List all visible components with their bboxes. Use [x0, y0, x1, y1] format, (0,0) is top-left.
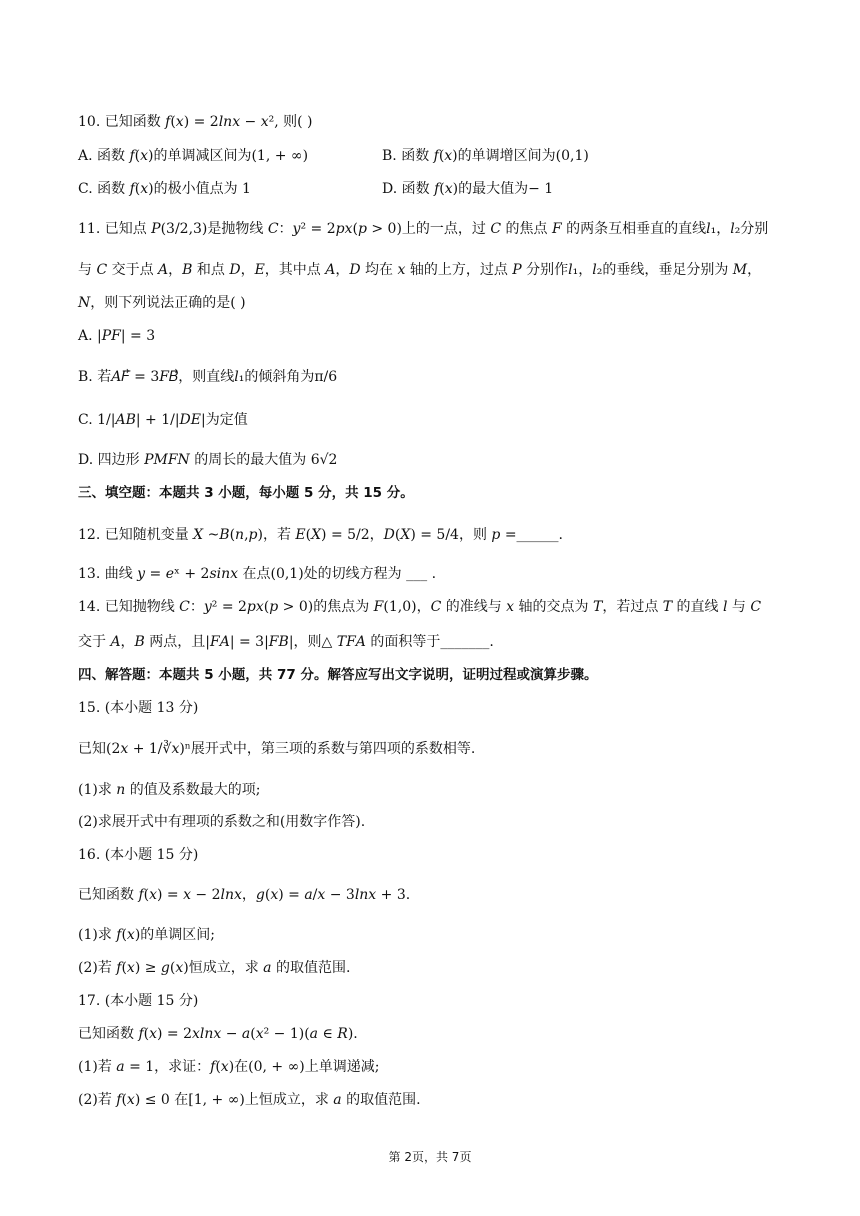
q11-stem-line2: 与 𝐶 交于点 𝐴，𝐵 和点 𝐷，𝐸，其中点 𝐴，𝐷 均在 𝑥 轴的上方，过点 𝑃 分别作𝑙₁，𝑙₂的垂线，垂足分别为 𝑀， — [78, 262, 762, 278]
q11-stem-line3: 𝑁，则下列说法正确的是( ) — [78, 295, 246, 311]
q14-line1: 14. 已知抛物线 𝐶：𝑦² = 2𝑝𝑥(𝑝 > 0)的焦点为 𝐹(1,0)，𝐶 的准线与 𝑥 轴的交点为 𝑇，若过点 𝑇 的直线 𝑙 与 𝐶 — [78, 599, 762, 615]
q11-option-b: B. 若𝐴𝐹⃗ = 3𝐹𝐵⃗，则直线𝑙₁的倾斜角为π/6 — [78, 369, 338, 385]
q13: 13. 曲线 𝑦 = 𝑒ˣ + 2𝑠𝑖𝑛𝑥 在点(0,1)处的切线方程为 ___ . — [78, 566, 437, 582]
q16-part2: (2)若 𝑓(𝑥) ≥ 𝑔(𝑥)恒成立，求 𝑎 的取值范围. — [78, 960, 351, 976]
q15-part1: (1)求 𝑛 的值及系数最大的项; — [78, 782, 261, 798]
q16-heading: 16. (本小题 15 分) — [78, 847, 199, 863]
q10-stem: 10. 已知函数 𝑓(𝑥) = 2𝑙𝑛𝑥 − 𝑥², 则( ) — [78, 114, 313, 130]
q10-option-c: C. 函数 𝑓(𝑥)的极小值点为 1 — [78, 181, 251, 197]
q14-line2: 交于 𝐴，𝐵 两点，且|𝐹𝐴| = 3|𝐹𝐵|，则△ 𝑇𝐹𝐴 的面积等于_______. — [78, 634, 494, 650]
q11-stem-line1: 11. 已知点 𝑃(3/2,3)是抛物线 𝐶：𝑦² = 2𝑝𝑥(𝑝 > 0)上的一点，过 𝐶 的焦点 𝐹 的两条互相垂直的直线𝑙₁，𝑙₂分别 — [78, 221, 769, 237]
q12: 12. 已知随机变量 𝑋 ~𝐵(𝑛,𝑝)，若 𝐸(𝑋) = 5/2，𝐷(𝑋) = 5/4，则 𝑝 =______. — [78, 527, 563, 543]
section-3-heading: 三、填空题：本题共 3 小题，每小题 5 分，共 15 分。 — [78, 485, 414, 501]
q15-heading: 15. (本小题 13 分) — [78, 700, 199, 716]
q11-option-d: D. 四边形 𝑃𝑀𝐹𝑁 的周长的最大值为 6√2 — [78, 452, 338, 468]
q10-option-a: A. 函数 𝑓(𝑥)的单调减区间为(1, + ∞) — [78, 148, 309, 164]
q17-heading: 17. (本小题 15 分) — [78, 993, 199, 1009]
q17-part1: (1)若 𝑎 = 1，求证：𝑓(𝑥)在(0, + ∞)上单调递减; — [78, 1059, 380, 1075]
q17-part2: (2)若 𝑓(𝑥) ≤ 0 在[1, + ∞)上恒成立，求 𝑎 的取值范围. — [78, 1092, 421, 1108]
page-footer: 第 2页，共 7页 — [388, 1150, 472, 1164]
q15-part2: (2)求展开式中有理项的系数之和(用数字作答). — [78, 814, 366, 830]
q16-stem: 已知函数 𝑓(𝑥) = 𝑥 − 2𝑙𝑛𝑥，𝑔(𝑥) = 𝑎/𝑥 − 3𝑙𝑛𝑥 + 3. — [78, 887, 411, 903]
section-4-heading: 四、解答题：本题共 5 小题，共 77 分。解答应写出文字说明，证明过程或演算步骤。 — [78, 667, 598, 683]
q10-option-b: B. 函数 𝑓(𝑥)的单调增区间为(0,1) — [382, 148, 589, 164]
q11-option-c: C. 1/|𝐴𝐵| + 1/|𝐷𝐸|为定值 — [78, 412, 248, 428]
q17-stem: 已知函数 𝑓(𝑥) = 2𝑥𝑙𝑛𝑥 − 𝑎(𝑥² − 1)(𝑎 ∈ 𝑅). — [78, 1026, 358, 1042]
q10-option-d: D. 函数 𝑓(𝑥)的最大值为− 1 — [382, 181, 554, 197]
q11-option-a: A. |𝑃𝐹| = 3 — [78, 328, 156, 344]
q15-stem: 已知(2𝑥 + 1/∛𝑥)ⁿ展开式中，第三项的系数与第四项的系数相等. — [78, 741, 476, 757]
q16-part1: (1)求 𝑓(𝑥)的单调区间; — [78, 927, 215, 943]
